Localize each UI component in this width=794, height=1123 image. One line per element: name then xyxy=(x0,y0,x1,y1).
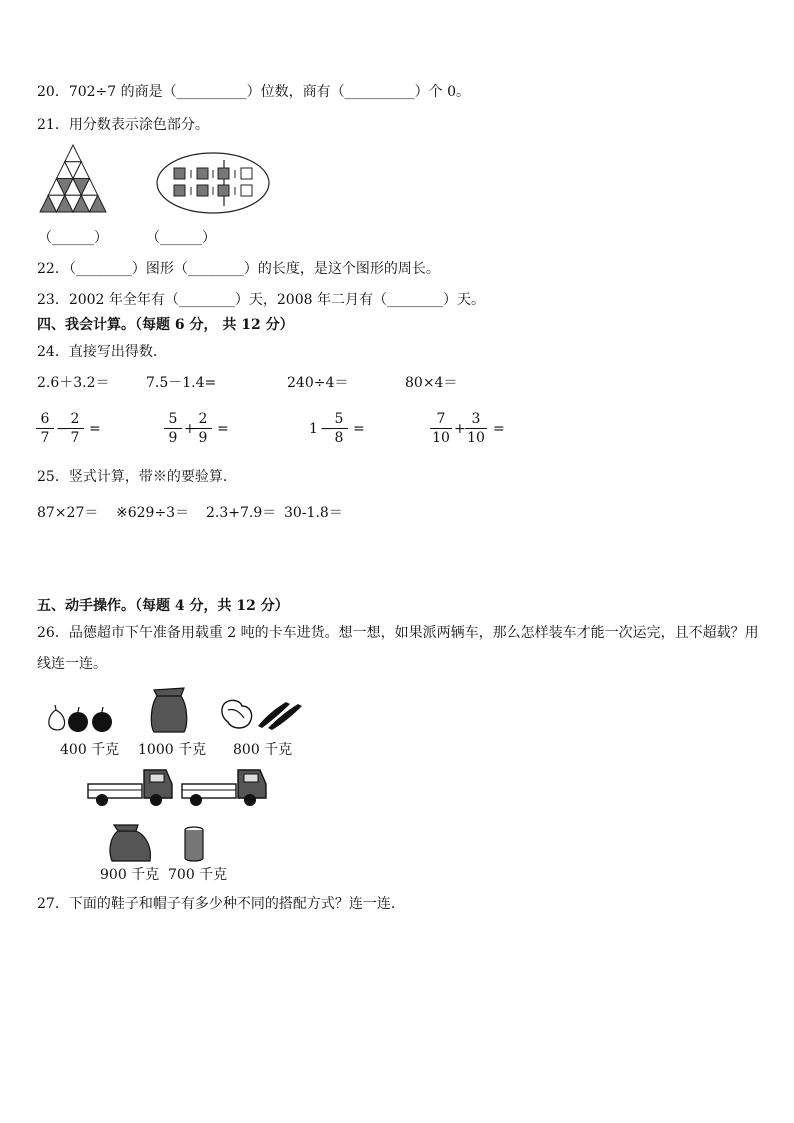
truck-icon xyxy=(180,766,268,808)
q24-item-4: 80×4＝ xyxy=(405,375,458,391)
operator: + xyxy=(454,421,466,437)
fruit-icon xyxy=(46,704,118,734)
question-22: 22．（________）图形（________）的长度，是这个图形的周长。 xyxy=(37,261,440,277)
operator: + xyxy=(184,421,196,437)
section-4-title: 四、我会计算。（每题 6 分， 共 12 分） xyxy=(37,317,294,333)
equals: = xyxy=(217,421,229,437)
operator: − xyxy=(320,421,332,437)
question-23: 23．2002 年全年有（________）天，2008 年二月有（________）天。 xyxy=(37,292,485,308)
fraction: 5 9 xyxy=(164,411,182,446)
weight-label-barrel-700: 700 千克 xyxy=(168,867,228,883)
q24-item-1: 2.6＋3.2＝ xyxy=(37,375,110,391)
q21-blank-right: （______） xyxy=(146,230,216,246)
triangle-figure xyxy=(40,145,106,213)
question-20: 20．702÷7 的商是（__________）位数，商有（__________）个 0。 xyxy=(37,84,470,100)
fraction: 7 10 xyxy=(430,411,452,446)
equals: = xyxy=(353,421,365,437)
weight-label-fruit: 400 千克 xyxy=(60,742,120,758)
question-27: 27．下面的鞋子和帽子有多少种不同的搭配方式？连一连． xyxy=(37,896,405,912)
question-26-line-1: 26．品德超市下午准备用载重 2 吨的卡车进货。想一想，如果派两辆车，那么怎样装车才能一次运完，且不超载？用 xyxy=(37,625,759,641)
barrel-icon xyxy=(184,826,204,862)
q25-item-1: 87×27＝ xyxy=(37,505,99,521)
weight-label-sack: 1000 千克 xyxy=(138,742,207,758)
question-25: 25．竖式计算，带※的要验算． xyxy=(37,469,237,485)
question-26-line-2: 线连一连。 xyxy=(37,656,107,672)
equals: = xyxy=(89,421,101,437)
weight-label-sack-900: 900 千克 xyxy=(100,867,160,883)
fraction: 5 8 xyxy=(330,411,348,446)
fraction: 2 9 xyxy=(194,411,212,446)
section-5-title: 五、动手操作。（每题 4 分，共 12 分） xyxy=(37,598,289,614)
weight-label-vegetable: 800 千克 xyxy=(233,742,293,758)
oval-squares-figure xyxy=(156,152,270,214)
q25-item-4: 30-1.8＝ xyxy=(284,505,343,521)
sack-icon xyxy=(148,686,190,734)
fraction: 6 7 xyxy=(36,411,54,446)
question-24: 24．直接写出得数． xyxy=(37,344,167,360)
q21-blank-left: （______） xyxy=(38,230,108,246)
q25-item-3: 2.3+7.9＝ xyxy=(206,505,277,521)
sack-icon xyxy=(108,823,154,863)
operator: − xyxy=(56,421,68,437)
equals: = xyxy=(493,421,505,437)
question-21: 21．用分数表示涂色部分。 xyxy=(37,117,209,133)
q24-item-3: 240÷4＝ xyxy=(287,375,349,391)
q24-item-2: 7.5－1.4= xyxy=(146,375,217,391)
fraction: 3 10 xyxy=(465,411,487,446)
q25-item-2: ※629÷3＝ xyxy=(116,505,190,521)
vegetable-icon xyxy=(220,696,304,732)
truck-icon xyxy=(86,766,174,808)
fraction: 2 7 xyxy=(66,411,84,446)
whole-number: 1 xyxy=(309,421,318,437)
